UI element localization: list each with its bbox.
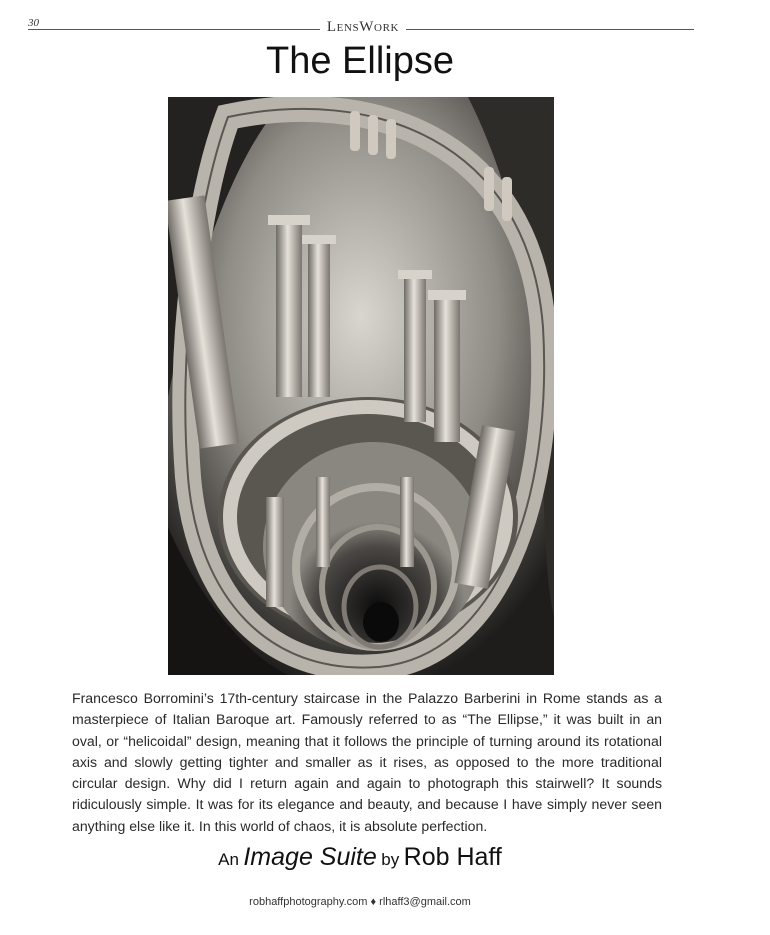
image-suite-byline <box>0 843 720 872</box>
page-number: 30 <box>28 17 39 29</box>
byline-series: Image Suite <box>243 843 377 871</box>
header-rule-right <box>406 29 694 30</box>
separator-diamond: ♦ <box>370 896 377 908</box>
email-link[interactable]: rlhaff3@gmail.com <box>379 896 471 908</box>
header-rule-left <box>28 29 320 30</box>
contact-line <box>0 896 720 908</box>
byline-by: by <box>381 850 400 869</box>
spiral-staircase-photograph-icon <box>168 97 554 675</box>
staircase-photograph <box>168 97 554 675</box>
byline-an: An <box>218 850 239 869</box>
byline-author: Rob Haff <box>403 843 502 871</box>
article-title: The Ellipse <box>266 40 454 82</box>
running-header <box>28 14 694 38</box>
website-link[interactable]: robhaffphotography.com <box>249 896 368 908</box>
article-body: Francesco Borromini’s 17th-century staircase in the Palazzo Barberini in Rome stands as a masterpiece of Italian Baroque art. Famously referred to as “The Ellipse,” it was built in an oval, or “helicoidal” design, meaning that it follows the principle of turning around its rotational axis and slowly getting tighter and smaller as it rises, as opposed to the more traditional circular design. Why did I return again and again to photograph this stairwell? It sounds ridiculously simple. It was for its elegance and beauty, and because I have simply never seen anything else like it. In this world of chaos, it is absolute perfection. <box>72 690 662 834</box>
magazine-title: LensWork <box>326 19 400 35</box>
